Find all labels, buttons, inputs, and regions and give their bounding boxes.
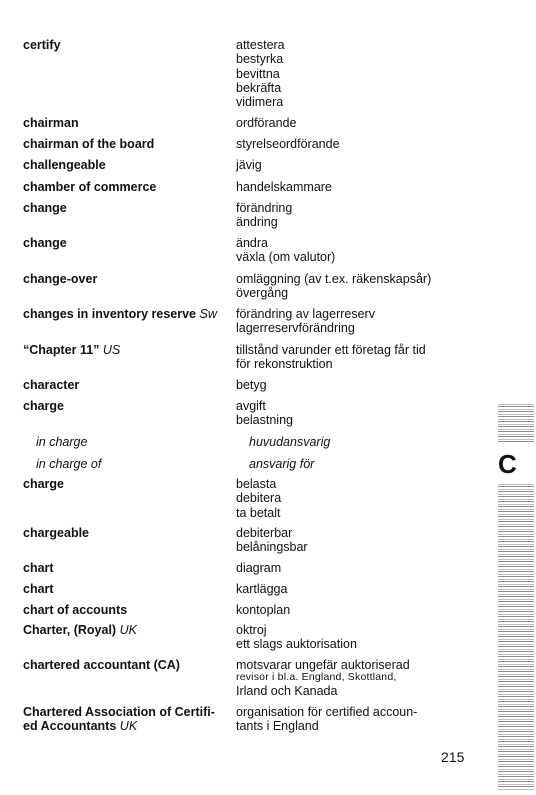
entry-term — [23, 180, 228, 194]
headword: charge — [23, 399, 64, 413]
translation: ett slags auktorisation — [236, 637, 357, 652]
headword: charge — [23, 477, 64, 491]
entry-translations — [236, 116, 468, 130]
entry-term — [23, 116, 228, 130]
entry-term — [23, 343, 228, 357]
entry-translations — [236, 201, 468, 230]
entry-term — [23, 705, 228, 734]
entry-translations — [236, 399, 468, 428]
headword: chart — [23, 561, 54, 575]
page-number: 215 — [441, 749, 465, 765]
translation: bestyrka — [236, 52, 284, 67]
entry-translations — [236, 435, 468, 449]
translation: ansvarig för — [249, 457, 315, 471]
entry-translations — [236, 477, 468, 520]
translation: huvudansvarig — [249, 435, 331, 449]
headword: chartered accountant (CA) — [23, 658, 180, 672]
entry-term — [23, 158, 228, 172]
translation: tants i England — [236, 719, 319, 734]
translation: ändra — [236, 236, 268, 250]
translation: belastning — [236, 413, 293, 428]
headword: chargeable — [23, 526, 90, 540]
translation: jävig — [236, 158, 262, 172]
entry-translations — [236, 526, 468, 555]
entry-term — [23, 603, 228, 617]
entry-term — [23, 435, 228, 449]
entry-term — [23, 477, 228, 491]
headword: in charge of — [36, 457, 102, 471]
translation: ändring — [236, 215, 278, 230]
entry-translations — [236, 705, 468, 734]
entry-translations — [236, 582, 468, 596]
headword: changes in inventory reserve — [23, 307, 196, 321]
entry-translations — [236, 158, 468, 172]
translation: kontoplan — [236, 603, 291, 617]
region-label: UK — [119, 719, 138, 734]
entry-term — [23, 457, 228, 471]
entry-translations — [236, 623, 468, 652]
thumb-index-letter: C — [498, 444, 534, 484]
region-label: Sw — [199, 307, 217, 321]
translation: styrelseordförande — [236, 137, 340, 151]
entry-translations — [236, 561, 468, 575]
translation: debiterbar — [236, 526, 293, 540]
translation: övergång — [236, 286, 289, 301]
entry-term — [23, 137, 228, 151]
translation: revisor i bl.a. England, Skottland, — [236, 671, 397, 684]
translation: vidimera — [236, 95, 284, 110]
entry-term — [23, 623, 228, 637]
headword: chairman of the board — [23, 137, 155, 151]
entry-translations — [236, 236, 468, 265]
translation: motsvarar ungefär auktoriserad — [236, 658, 410, 672]
entry-term — [23, 307, 228, 321]
headword: character — [23, 378, 80, 392]
translation: lagerreservförändring — [236, 321, 355, 336]
entry-translations — [236, 137, 468, 151]
entry-term — [23, 561, 228, 575]
translation: för rekonstruktion — [236, 357, 333, 372]
headword: chairman — [23, 116, 79, 130]
translation: Irland och Kanada — [236, 683, 338, 698]
entry-term — [23, 236, 228, 250]
entry-term — [23, 658, 228, 672]
headword: change-over — [23, 272, 98, 286]
entry-term — [23, 378, 228, 392]
translation: avgift — [236, 399, 266, 413]
entry-term — [23, 272, 228, 286]
translation: tillstånd varunder ett företag får tid — [236, 343, 426, 357]
headword: chamber of commerce — [23, 180, 157, 194]
translation: betyg — [236, 378, 267, 392]
headword-continuation: ed Accountants — [23, 719, 117, 734]
headword: chart of accounts — [23, 603, 128, 617]
entry-translations — [236, 38, 468, 109]
headword: change — [23, 201, 67, 215]
region-label: US — [102, 343, 121, 357]
entry-translations — [236, 378, 468, 392]
translation: oktroj — [236, 623, 267, 637]
entry-term — [23, 582, 228, 596]
thumb-index-tab — [498, 402, 534, 790]
translation: belåningsbar — [236, 540, 308, 555]
headword: “Chapter 11” — [23, 343, 100, 357]
headword: chart — [23, 582, 54, 596]
entry-translations — [236, 658, 468, 698]
translation: diagram — [236, 561, 282, 575]
translation: förändring — [236, 201, 293, 215]
region-label: UK — [119, 623, 137, 637]
translation: förändring av lagerreserv — [236, 307, 375, 321]
translation: växla (om valutor) — [236, 250, 336, 265]
entry-translations — [236, 603, 468, 617]
entry-translations — [236, 457, 468, 471]
translation: ta betalt — [236, 505, 281, 520]
translation: debitera — [236, 491, 282, 506]
headword: Chartered Association of Certifi- — [23, 705, 215, 719]
translation: organisation för certified accoun- — [236, 705, 418, 719]
entry-translations — [236, 343, 468, 372]
headword: in charge — [36, 435, 88, 449]
headword: change — [23, 236, 67, 250]
translation: attestera — [236, 38, 285, 52]
entry-term — [23, 201, 228, 215]
translation: ordförande — [236, 116, 297, 130]
entry-translations — [236, 272, 468, 301]
translation: kartlägga — [236, 582, 288, 596]
headword: Charter, (Royal) — [23, 623, 117, 637]
entry-translations — [236, 180, 468, 194]
translation: omläggning (av t.ex. räkenskapsår) — [236, 272, 432, 286]
translation: bekräfta — [236, 80, 282, 95]
headword: challengeable — [23, 158, 106, 172]
headword: certify — [23, 38, 61, 52]
translation: bevittna — [236, 66, 280, 81]
entry-term — [23, 38, 228, 52]
translation: belasta — [236, 477, 277, 491]
entry-translations — [236, 307, 468, 336]
entry-term — [23, 399, 228, 413]
entry-term — [23, 526, 228, 540]
translation: handelskammare — [236, 180, 332, 194]
